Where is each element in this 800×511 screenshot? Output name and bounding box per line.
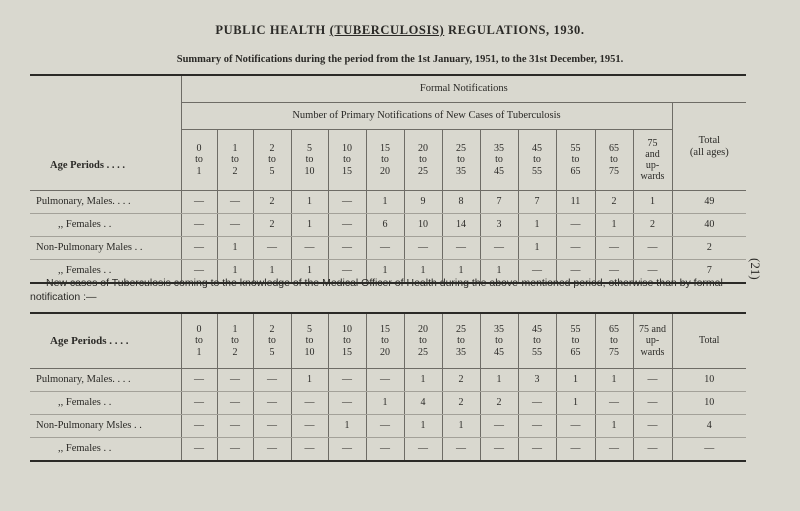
table-cell: 3 [518,369,556,392]
age-range-header: 20 to 25 [404,313,442,369]
row-label: Non-Pulmonary Males . . [30,237,181,260]
table-cell: — [366,369,404,392]
age-range-header: 10 to 15 [328,130,366,191]
table-cell: — [633,415,672,438]
age-range-header: 25 to 35 [442,313,480,369]
other-cases-table [30,312,746,462]
age-range-header: 5 to 10 [291,313,328,369]
age-range-header: 75 and up- wards [633,313,672,369]
table-cell: 2 [253,214,291,237]
age-range-header: 0 to 1 [181,313,217,369]
row-label: Pulmonary, Males. . . . [30,191,181,214]
table-cell: — [633,237,672,260]
table-cell: — [672,438,746,462]
table-cell: — [480,415,518,438]
table-cell: — [291,438,328,462]
table-cell: — [328,191,366,214]
table-cell: 2 [253,191,291,214]
table-cell: 1 [366,392,404,415]
table-cell: — [518,438,556,462]
table-cell: — [442,237,480,260]
table-cell: 7 [480,191,518,214]
table-cell: — [328,237,366,260]
header-row-ranges [30,313,746,369]
table-cell: 1 [291,369,328,392]
table-cell: 1 [217,237,253,260]
table-cell: — [181,438,217,462]
age-range-header: 5 to 10 [291,130,328,191]
intro-paragraph [30,276,750,304]
table-cell: — [328,438,366,462]
table-cell: 1 [404,415,442,438]
table-cell: — [328,214,366,237]
table-cell: 8 [442,191,480,214]
age-range-header: 35 to 45 [480,130,518,191]
row-label: ,, Females . . [58,265,112,277]
row-label: ,, Females . . [30,214,181,237]
table-cell: 1 [291,260,328,284]
table-cell: 40 [672,214,746,237]
table-cell: 1 [556,392,595,415]
age-range-header: 15 to 20 [366,313,404,369]
table-cell: 10 [672,369,746,392]
page-subtitle: Summary of Notifications during the period from the 1st January, 1951, to the 31st December, 1951. [176,54,624,65]
table-cell: — [556,237,595,260]
table-cell: 1 [442,260,480,284]
intro-text: New cases of Tuberculosis coming to the knowledge of the Medical Officer of Health during the above-mentioned period, otherwise than by formal notification :— [30,277,723,303]
table-cell: 7 [672,260,746,284]
age-periods-header: Age Periods . . . . [30,75,181,191]
age-range-header: 45 to 55 [518,313,556,369]
table-cell: 2 [442,392,480,415]
table-cell: — [181,191,217,214]
table-cell: 1 [633,191,672,214]
age-range-header: 75 and up- wards [633,130,672,191]
table-cell: 2 [595,191,633,214]
table-cell: 3 [480,214,518,237]
table-cell: — [480,237,518,260]
age-range-header: 1 to 2 [217,313,253,369]
age-range-header: 65 to 75 [595,130,633,191]
row-label: Non-Pulmonary Msles . . [30,415,181,438]
table-cell: — [253,415,291,438]
title-part-c: REGULATIONS, 1930. [444,23,585,37]
table-cell: — [633,392,672,415]
table-cell: — [181,415,217,438]
table-cell: — [633,438,672,462]
table-row [30,191,746,214]
table-cell: — [181,214,217,237]
table-cell: — [328,260,366,284]
table-cell: — [181,237,217,260]
table-cell: — [217,369,253,392]
formal-notifications-header: Formal Notifications [181,75,746,103]
table-cell: 1 [595,214,633,237]
table-row [30,415,746,438]
table-cell: 1 [595,415,633,438]
total-header: Total (all ages) [672,103,746,191]
age-range-header: 0 to 1 [181,130,217,191]
title-part-b: (TUBERCULOSIS) [329,23,445,37]
table-cell: 9 [404,191,442,214]
age-range-header: 65 to 75 [595,313,633,369]
table-cell: 1 [556,369,595,392]
table-row [30,237,746,260]
age-range-header: 10 to 15 [328,313,366,369]
table-cell: — [366,438,404,462]
table-cell: — [595,392,633,415]
table-cell: 2 [633,214,672,237]
primary-notifications-header: Number of Primary Notifications of New Cases of Tuberculosis [181,103,672,130]
table-cell: 1 [480,260,518,284]
table-cell: — [595,438,633,462]
table-row [30,369,746,392]
table-cell: — [556,415,595,438]
table-cell: 1 [518,237,556,260]
table-row [30,214,746,237]
table-cell: — [217,214,253,237]
table-cell: — [181,392,217,415]
table-cell: — [291,415,328,438]
table-cell: — [291,392,328,415]
page-number: (21) [748,258,763,280]
table-cell: 2 [672,237,746,260]
age-range-header: 15 to 20 [366,130,404,191]
age-range-header: 2 to 5 [253,130,291,191]
table-cell: 1 [442,415,480,438]
table-cell: — [518,415,556,438]
table-cell: 4 [404,392,442,415]
table-cell: — [518,260,556,284]
table-cell: — [217,392,253,415]
table-cell: 1 [595,369,633,392]
table-cell: 1 [328,415,366,438]
table-cell: — [442,438,480,462]
table-cell: — [595,260,633,284]
table-cell: — [217,415,253,438]
age-range-header: 20 to 25 [404,130,442,191]
header-row-group [30,75,746,103]
table-cell: 10 [404,214,442,237]
age-range-header: 25 to 35 [442,130,480,191]
table-cell: — [595,237,633,260]
table-cell: — [328,369,366,392]
table-cell: — [556,438,595,462]
table-cell: 2 [480,392,518,415]
table-row [30,392,746,415]
table-cell: — [518,392,556,415]
table-cell: 1 [291,214,328,237]
table-cell: 1 [518,214,556,237]
age-range-header: 35 to 45 [480,313,518,369]
table-cell: — [181,369,217,392]
row-label: Pulmonary, Males. . . . [30,369,181,392]
age-range-header: 45 to 55 [518,130,556,191]
table-cell: — [253,438,291,462]
table-cell: 1 [404,260,442,284]
table-cell: — [328,392,366,415]
table-cell: — [633,260,672,284]
table-cell: 4 [672,415,746,438]
table-cell: — [480,438,518,462]
formal-notifications-table [30,74,746,284]
table-cell: 11 [556,191,595,214]
table-cell: 14 [442,214,480,237]
table-cell: 1 [404,369,442,392]
table-cell: — [366,415,404,438]
table-cell: — [253,237,291,260]
table-cell: 10 [672,392,746,415]
table-cell: 49 [672,191,746,214]
age-range-header: 2 to 5 [253,313,291,369]
table-row [30,438,746,462]
title-part-a: PUBLIC HEALTH [215,23,330,37]
table-cell: — [556,260,595,284]
table-cell: — [556,214,595,237]
page-title [0,23,800,38]
table-cell: — [366,237,404,260]
row-label: ,, Females . . [30,392,181,415]
table-cell: 1 [217,260,253,284]
total-header: Total [672,313,746,369]
age-range-header: 55 to 65 [556,313,595,369]
age-range-header: 1 to 2 [217,130,253,191]
table-cell: — [291,237,328,260]
table-cell: — [253,369,291,392]
age-periods-header: Age Periods . . . . [30,313,181,369]
table-cell: 1 [480,369,518,392]
table-cell: — [253,392,291,415]
table-cell: — [404,237,442,260]
table-cell: — [633,369,672,392]
table-cell: 1 [366,191,404,214]
table-cell: 1 [253,260,291,284]
table-cell: 6 [366,214,404,237]
table-cell: — [404,438,442,462]
table-cell: 7 [518,191,556,214]
table-cell: — [181,260,217,284]
table-cell: — [217,438,253,462]
table-cell: 2 [442,369,480,392]
table-cell: 1 [291,191,328,214]
table-cell: 1 [366,260,404,284]
table-cell: — [217,191,253,214]
row-label: ,, Females . . [58,443,112,455]
age-range-header: 55 to 65 [556,130,595,191]
